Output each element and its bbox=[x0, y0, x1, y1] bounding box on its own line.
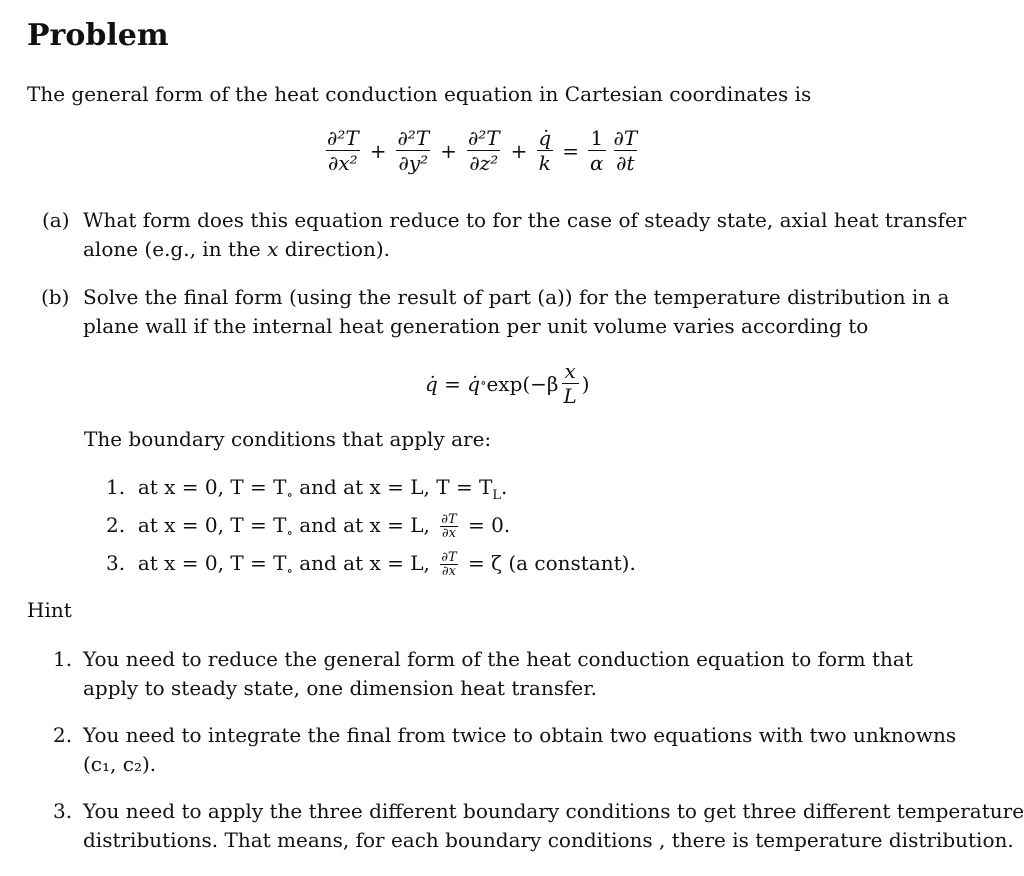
frac-dt-dx bbox=[439, 513, 458, 540]
bc-number: 1. bbox=[106, 475, 126, 499]
bc-pre: at x = 0, T = T bbox=[137, 475, 287, 499]
gen-eq-close: ) bbox=[581, 371, 590, 396]
frac-numerator: ∂²T bbox=[397, 126, 430, 150]
part-a-line2-post: direction). bbox=[278, 237, 391, 261]
frac-denominator: k bbox=[538, 151, 551, 175]
bc-post: = ζ (a constant). bbox=[461, 551, 636, 575]
part-b-label: (b) bbox=[41, 285, 70, 309]
part-a-label: (a) bbox=[42, 208, 70, 232]
hint-item-1-number: 1. bbox=[53, 647, 73, 671]
frac-denominator: ∂x² bbox=[328, 151, 358, 175]
hint-item-3-line1: You need to apply the three different boundary conditions to get three different temperature bbox=[83, 799, 1024, 823]
frac-d2t-dx2 bbox=[325, 128, 361, 173]
frac-denominator: L bbox=[563, 384, 577, 408]
frac-qdot-k bbox=[536, 128, 553, 173]
bc-sub: ∘ bbox=[286, 488, 293, 503]
bc-mid: and at x = L, bbox=[292, 513, 437, 537]
frac-numerator: x bbox=[564, 359, 576, 383]
part-b-line2: plane wall if the internal heat generation per unit volume varies according to bbox=[83, 314, 869, 338]
bc-pre: at x = 0, T = T bbox=[137, 551, 287, 575]
frac-numerator: ∂T bbox=[441, 512, 457, 527]
frac-d2t-dz2 bbox=[466, 128, 502, 173]
page-title: Problem bbox=[27, 18, 169, 53]
intro-text: The general form of the heat conduction equation in Cartesian coordinates is bbox=[27, 82, 812, 106]
frac-one-alpha bbox=[588, 128, 606, 173]
bc-number: 2. bbox=[106, 513, 126, 537]
hint-item-2-line1: You need to integrate the final from twice to obtain two equations with two unknowns bbox=[83, 723, 957, 747]
frac-x-l bbox=[562, 361, 579, 406]
frac-numerator: 1 bbox=[590, 126, 604, 150]
frac-numerator: ∂²T bbox=[327, 126, 359, 150]
bc-intro: The boundary conditions that apply are: bbox=[84, 427, 492, 451]
frac-denominator: ∂x bbox=[441, 526, 456, 541]
hint-item-1-line1: You need to reduce the general form of the heat conduction equation to form that bbox=[83, 647, 913, 671]
plus-sign: + bbox=[440, 138, 457, 163]
plus-sign: + bbox=[510, 138, 528, 163]
part-b-line1: Solve the final form (using the result of part (a)) for the temperature distribution in a bbox=[83, 285, 950, 309]
frac-dt-dt bbox=[612, 128, 640, 173]
frac-denominator: α bbox=[589, 151, 604, 175]
frac-numerator: ∂T bbox=[613, 126, 638, 150]
frac-numerator: q̇ bbox=[538, 126, 552, 150]
var-x: x bbox=[267, 237, 279, 261]
bc-sub-l: L bbox=[492, 488, 502, 503]
hint-heading: Hint bbox=[27, 598, 72, 622]
hint-item-3-number: 3. bbox=[53, 799, 73, 823]
bc-sub: ∘ bbox=[286, 564, 293, 579]
frac-denominator: ∂t bbox=[616, 151, 635, 175]
hint-item-2-number: 2. bbox=[53, 723, 73, 747]
frac-d2t-dy2 bbox=[395, 128, 431, 173]
bc-sub: ∘ bbox=[286, 526, 293, 541]
frac-numerator: ∂T bbox=[441, 550, 457, 565]
hint-item-2-line2: (c₁, c₂). bbox=[83, 752, 157, 776]
bc-item-1 bbox=[106, 475, 508, 503]
equals-sign: = bbox=[562, 138, 579, 163]
bc-mid: and at x = L, bbox=[292, 551, 437, 575]
frac-dt-dx bbox=[439, 551, 458, 578]
bc-mid: and at x = L, T = T bbox=[292, 475, 493, 499]
bc-post: = 0. bbox=[461, 513, 511, 537]
hint-item-3-line2: distributions. That means, for each boundary conditions , there is temperature distribution. bbox=[83, 828, 1014, 852]
bc-post: . bbox=[501, 475, 508, 499]
heat-equation bbox=[322, 128, 642, 173]
bc-pre: at x = 0, T = T bbox=[137, 513, 287, 537]
bc-item-3 bbox=[106, 551, 636, 578]
gen-eq-mid: exp(−β bbox=[486, 371, 559, 396]
heat-generation-equation: q̇ = q̇ ∘ exp(−β $\frac{x}{L}$ ) bbox=[425, 359, 590, 408]
plus-sign: + bbox=[369, 138, 387, 163]
frac-denominator: ∂y² bbox=[398, 151, 429, 175]
gen-eq-left: q̇ = q̇ bbox=[425, 371, 481, 396]
frac-numerator: ∂²T bbox=[467, 126, 500, 150]
part-a-line2-pre: alone (e.g., in the bbox=[83, 237, 268, 261]
part-a-line2 bbox=[83, 237, 390, 261]
bc-number: 3. bbox=[106, 551, 126, 575]
part-a-line1: What form does this equation reduce to for the case of steady state, axial heat transfer bbox=[83, 208, 967, 232]
bc-item-2 bbox=[106, 513, 510, 540]
frac-denominator: ∂z² bbox=[469, 151, 499, 175]
hint-item-1-line2: apply to steady state, one dimension heat transfer. bbox=[83, 676, 597, 700]
frac-denominator: ∂x bbox=[441, 564, 456, 579]
